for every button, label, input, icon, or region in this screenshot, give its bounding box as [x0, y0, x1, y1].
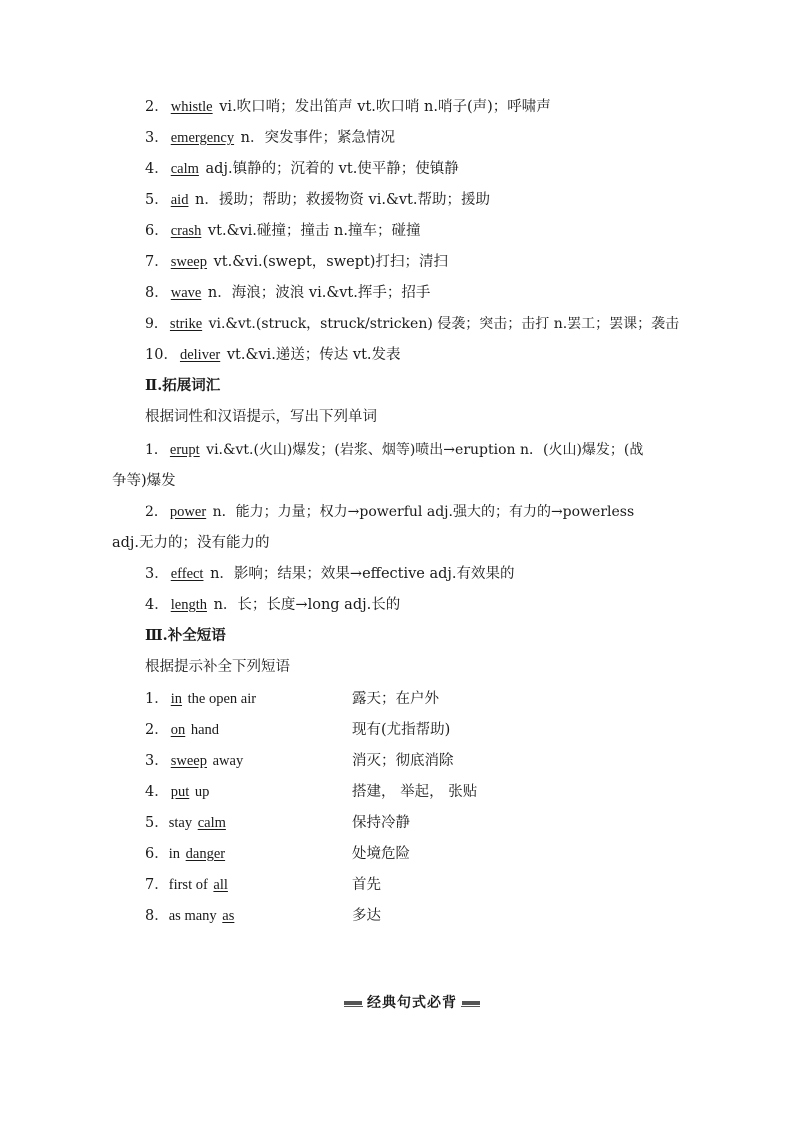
vocab-line: 8． wave n．海浪；波浪 vi.&vt.挥手；招手	[145, 285, 431, 301]
phrase-item: 1． in the open air 露天；在户外	[145, 691, 439, 707]
phrase-item: 5．stay calm 保持冷静	[145, 815, 410, 831]
section-instruction: 根据词性和汉语提示，写出下列单词	[145, 409, 377, 425]
phrase-meaning: 搭建， 举起， 张贴	[352, 784, 478, 800]
vocab-line: 9． strike vi.&vt.(struck，struck/stricken) 侵袭；突击；击打 n.罢工；罢课；袭击	[145, 316, 680, 332]
answer-word: emergency	[170, 130, 235, 146]
answer-word: strike	[169, 316, 203, 332]
phrase-item: 4． put up 搭建， 举起， 张贴	[145, 784, 478, 800]
answer-word: sweep	[170, 753, 207, 769]
vocab-line-continuation: adj.无力的；没有能力的	[112, 535, 270, 551]
answer-word: wave	[170, 285, 202, 301]
phrase-item: 7．first of all 首先	[145, 877, 381, 893]
phrase-item: 6．in danger 处境危险	[145, 846, 410, 862]
vocab-line: 4． calm adj.镇静的；沉着的 vt.使平静；使镇静	[145, 161, 459, 177]
phrase-item: 8．as many as 多达	[145, 908, 381, 924]
answer-word: in	[170, 691, 183, 707]
vocab-line: 1． erupt vi.&vt.(火山)爆发；(岩浆、烟等)喷出→eruption n．(火山)爆发；(战	[145, 442, 644, 458]
answer-word: on	[170, 722, 186, 738]
vocab-line: 4． length n．长；长度→long adj.长的	[145, 597, 401, 613]
answer-word: as	[222, 908, 235, 924]
answer-word: erupt	[169, 442, 200, 458]
banner-bar-right	[462, 1001, 480, 1005]
answer-word: effect	[170, 566, 204, 582]
answer-word: calm	[170, 161, 199, 177]
answer-word: danger	[185, 846, 226, 862]
section-heading: Ⅱ.拓展词汇	[145, 377, 221, 394]
banner-bar-left	[344, 1001, 362, 1005]
section-banner	[344, 992, 480, 1012]
phrase-meaning: 露天；在户外	[352, 691, 439, 707]
vocab-line: 3． emergency n．突发事件；紧急情况	[145, 130, 396, 146]
answer-word: deliver	[179, 347, 221, 363]
phrase-meaning: 多达	[352, 908, 381, 924]
section-heading: Ⅲ.补全短语	[145, 627, 226, 644]
vocab-line: 10． deliver vt.&vi.递送；传达 vt.发表	[145, 347, 401, 363]
vocab-line: 6． crash vt.&vi.碰撞；撞击 n.撞车；碰撞	[145, 223, 421, 239]
phrase-item: 2． on hand 现有(尤指帮助)	[145, 722, 451, 738]
banner-title: 经典句式必背	[363, 992, 461, 1012]
phrase-meaning: 处境危险	[352, 846, 410, 862]
phrase-meaning: 消灭；彻底消除	[352, 753, 454, 769]
answer-word: aid	[170, 192, 189, 208]
phrase-meaning: 保持冷静	[352, 815, 410, 831]
answer-word: length	[170, 597, 207, 613]
phrase-meaning: 首先	[352, 877, 381, 893]
vocab-line: 3． effect n．影响；结果；效果→effective adj.有效果的	[145, 566, 515, 582]
vocab-line: 2． whistle vi.吹口哨；发出笛声 vt.吹口哨 n.哨子(声)；呼啸声	[145, 99, 551, 115]
vocab-line: 2． power n．能力；力量；权力→powerful adj.强大的；有力的→powerless	[145, 504, 635, 520]
answer-word: calm	[197, 815, 226, 831]
answer-word: power	[169, 504, 207, 520]
answer-word: put	[170, 784, 190, 800]
answer-word: all	[213, 877, 228, 893]
vocab-line: 5． aid n．援助；帮助；救援物资 vi.&vt.帮助；援助	[145, 192, 490, 208]
phrase-meaning: 现有(尤指帮助)	[352, 722, 451, 738]
vocab-line-continuation: 争等)爆发	[112, 473, 176, 489]
vocab-line: 7． sweep vt.&vi.(swept，swept)打扫；清扫	[145, 254, 448, 270]
answer-word: whistle	[170, 99, 213, 115]
phrase-item: 3． sweep away 消灭；彻底消除	[145, 753, 454, 769]
answer-word: sweep	[170, 254, 207, 270]
answer-word: crash	[170, 223, 202, 239]
section-instruction: 根据提示补全下列短语	[145, 659, 290, 675]
